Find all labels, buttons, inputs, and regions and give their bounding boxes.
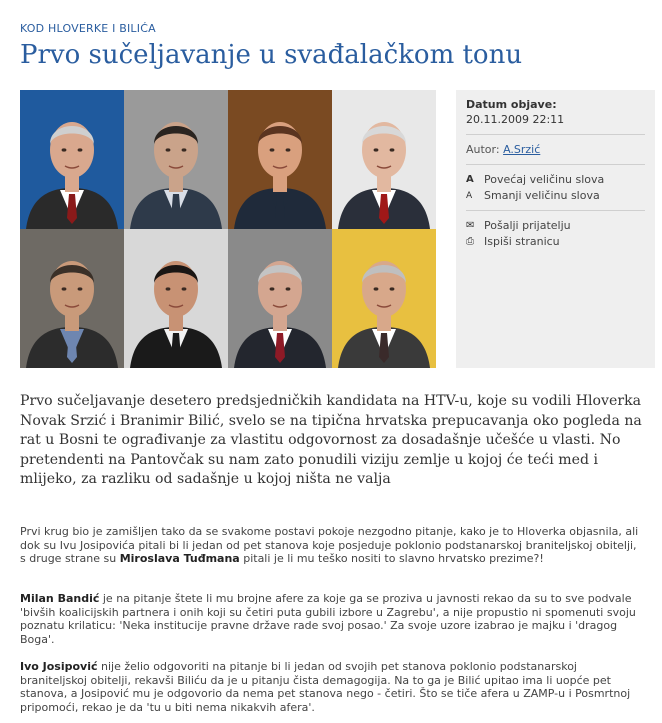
paragraph-text: pitali je li mu teško nositi to slavno hrvatsko prezime?!	[239, 552, 544, 566]
candidate-photo	[20, 229, 124, 368]
send-to-friend-label: Pošalji prijatelju	[484, 219, 571, 232]
candidate-photo	[332, 229, 436, 368]
author-link[interactable]: A.Srzić	[503, 143, 541, 156]
candidate-photo	[124, 90, 228, 229]
decrease-font-button[interactable]	[466, 189, 645, 202]
eye-shape	[374, 287, 379, 290]
portrait-illustration	[20, 229, 124, 368]
portrait-illustration	[228, 229, 332, 368]
candidate-photo	[228, 229, 332, 368]
eye-shape	[182, 287, 187, 290]
portrait-illustration	[332, 229, 436, 368]
eye-shape	[78, 148, 83, 151]
paragraph-text: Prvi krug bio je zamišljen tako da se svakome postavi pokoje nezgodno pitanje, kako je to Hloverka objasnila, ali dok su Ivu Josipovića pitali bi li jedan od pet stanova koje posjeduje poklonio podstanarskoj braniteljskoj obitelji, s druge strane su	[20, 525, 639, 566]
candidate-photo	[332, 90, 436, 229]
paragraph-text: nije želio odgovoriti na pitanje bi li jedan od svojih pet stanova poklonio podstanarskoj braniteljskoj obitelji, rekavši Biliću da je u pitanju čista demagogija. Na to ga je Bilić upitao ima li uopće pet stanova, a Josipović mu je odgovorio da nema pet stanova nego - četiri. Što se tiče afera u ZAMP-u i Posmrtnoj pripomoći, rekao je da 'tu u biti nema nikakvih afera'.	[20, 660, 631, 715]
divider	[466, 210, 645, 211]
person-name: Ivo Josipović	[20, 660, 98, 673]
article-paragraph	[20, 525, 645, 566]
article-title: Prvo sučeljavanje u svađalačkom tonu	[20, 40, 523, 70]
date-value: 20.11.2009 22:11	[466, 113, 565, 126]
eye-shape	[390, 148, 395, 151]
eye-shape	[166, 287, 171, 290]
portrait-illustration	[228, 90, 332, 229]
portrait-illustration	[20, 90, 124, 229]
eye-shape	[374, 148, 379, 151]
send-to-friend-button[interactable]	[466, 219, 645, 232]
person-name: Miroslava Tuđmana	[119, 552, 240, 566]
article-kicker: KOD HLOVERKE I BILIĆA	[20, 22, 156, 35]
divider	[466, 134, 645, 135]
eye-shape	[390, 287, 395, 290]
eye-shape	[182, 148, 187, 151]
eye-shape	[270, 287, 275, 290]
increase-font-button[interactable]	[466, 173, 645, 186]
person-name: Milan Bandić	[20, 592, 100, 605]
eye-shape	[286, 287, 291, 290]
font-increase-icon: A	[466, 174, 474, 185]
portrait-illustration	[124, 90, 228, 229]
eye-shape	[78, 287, 83, 290]
author-label: Autor:	[466, 143, 504, 156]
print-page-button[interactable]	[466, 235, 645, 248]
eye-shape	[62, 148, 67, 151]
eye-shape	[62, 287, 67, 290]
photo-collage	[20, 90, 436, 368]
candidate-photo	[228, 90, 332, 229]
article-lead: Prvo sučeljavanje desetero predsjedničkih kandidata na HTV-u, koje su vodili Hloverka Novak Srzić i Branimir Bilić, svelo se na tipična hrvatska prepucavanja oko pogleda na rat u Bosni te ograđivanje za vlastitu odgovornost za dosadašnje učešće u vlasti. No pretendenti na Pantovčak su nam zato ponudili viziju zemlje u kojoj će teći med i mlijeko, za razliku od sadašnje u kojoj ništa ne valja	[20, 393, 642, 488]
article-info-box	[456, 90, 655, 368]
article-paragraph	[20, 660, 645, 715]
candidate-photo	[124, 229, 228, 368]
date-label: Datum objave:	[466, 98, 557, 111]
candidate-photo	[20, 90, 124, 229]
article-paragraph	[20, 592, 645, 647]
eye-shape	[270, 148, 275, 151]
paragraph-text: je na pitanje štete li mu brojne afere za koje ga se proziva u javnosti rekao da su to sve podvale 'bivših koalicijskih partnera i onih koji su četiri puta gubili izbore u Zagrebu', a nije propustio ni spomenuti svoju poznatu krilaticu: 'Neka institucije pravne države rade svoj posao.' Za svoje uzore izabrao je majku i 'dragog Boga'.	[20, 592, 636, 647]
author-line	[466, 143, 645, 156]
portrait-illustration	[124, 229, 228, 368]
envelope-icon: ✉	[466, 220, 475, 231]
portrait-illustration	[332, 90, 436, 229]
print-page-label: Ispiši stranicu	[484, 235, 560, 248]
increase-font-label: Povećaj veličinu slova	[484, 173, 605, 186]
font-decrease-icon: A	[466, 190, 473, 201]
eye-shape	[286, 148, 291, 151]
eye-shape	[166, 148, 171, 151]
decrease-font-label: Smanji veličinu slova	[484, 189, 600, 202]
printer-icon: ⎙	[466, 236, 474, 247]
divider	[466, 164, 645, 165]
